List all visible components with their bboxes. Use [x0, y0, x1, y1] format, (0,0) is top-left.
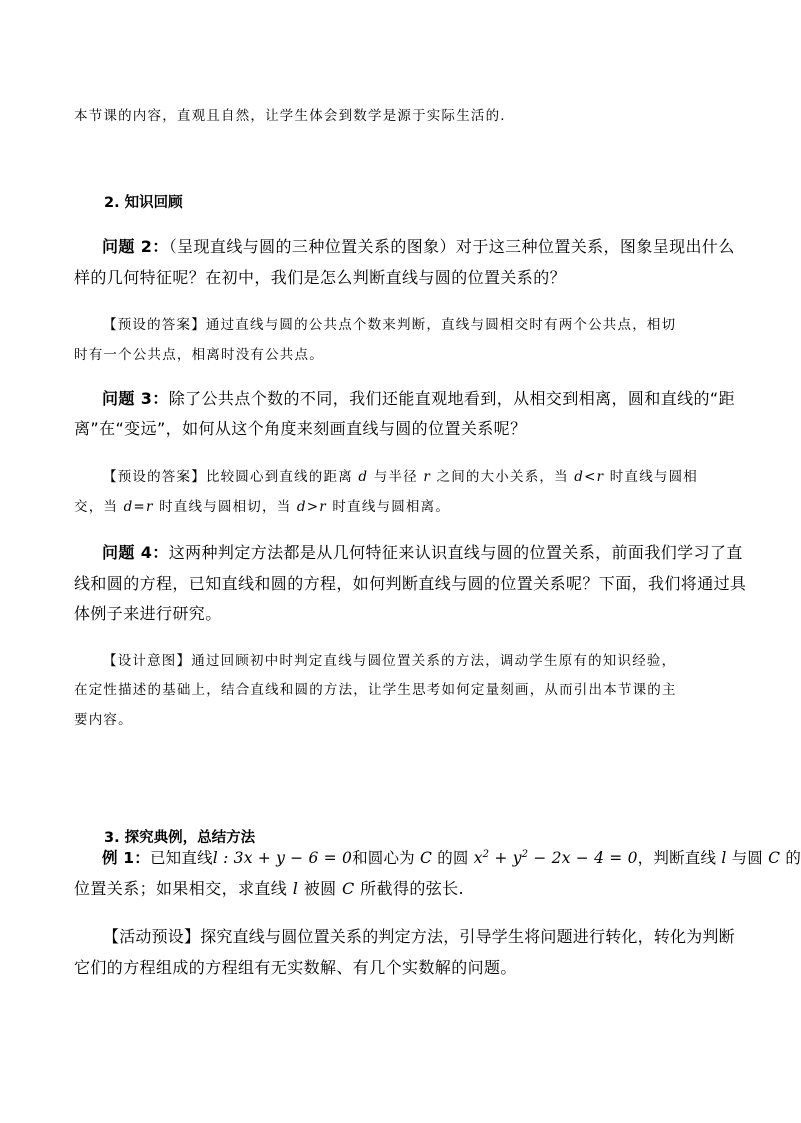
circle-equation: [474, 849, 638, 867]
exponent-y: 2: [521, 849, 529, 860]
example-1-text-f: 的: [780, 849, 801, 867]
question-2-text: （呈现直线与圆的三种位置关系的图象）对于这三种位置关系，图象呈现出什么: [168, 237, 735, 256]
var-l-3: l: [292, 879, 299, 898]
answer-3-text-c: 之间的大小关系，当: [431, 469, 575, 485]
section-3-heading: 3. 探究典例，总结方法: [104, 830, 256, 846]
activity-line1: 【活动预设】探究直线与圆位置关系的判定方法，引导学生将问题进行转化，转化为判断: [103, 927, 735, 946]
question-3-label: 问题 3：: [102, 389, 169, 408]
question-2-line1: [102, 234, 735, 257]
design-intent-line2: 在定性描述的基础上，结合直线和圆的方法，让学生思考如何定量刻画，从而引出本节课的主: [74, 682, 677, 698]
var-r: r: [423, 469, 431, 485]
question-3-line1: [102, 386, 735, 409]
expr-d-equal-r: d=r: [123, 499, 154, 515]
answer-3-line1: [103, 465, 698, 485]
example-1-text-a: 已知直线: [149, 849, 213, 867]
answer-3-text-b: 与半径: [368, 469, 424, 485]
question-2-label: 问题 2：: [102, 237, 169, 256]
example-1-label: 例 1：: [102, 849, 150, 867]
question-2-line2: 样的几何特征呢？在初中，我们是怎么判断直线与圆的位置关系的？: [74, 268, 567, 287]
answer-3-text-a: 【预设的答案】比较圆心到直线的距离: [103, 469, 359, 485]
question-4-line3: 体例子来进行研究。: [74, 604, 222, 623]
answer-3-text-g: 时直线与圆相离。: [326, 499, 451, 515]
exponent-x: 2: [482, 849, 490, 860]
question-4-label: 问题 4：: [102, 543, 169, 562]
example-1-text-b: 和圆心为: [352, 849, 420, 867]
example-1-line1: [102, 846, 801, 868]
answer-3-text-f: 时直线与圆相切，当: [153, 499, 297, 515]
question-4-text: 这两种判定方法都是从几何特征来认识直线与圆的位置关系，前面我们学习了直: [168, 543, 743, 562]
expr-d-greater-r: d>r: [296, 499, 327, 515]
answer-2-line1: 【预设的答案】通过直线与圆的公共点个数来判断，直线与圆相交时有两个公共点，相切: [103, 317, 677, 333]
design-intent-line1: 【设计意图】通过回顾初中时判定直线与圆位置关系的方法，调动学生原有的知识经验，: [103, 653, 677, 669]
var-d: d: [358, 469, 369, 485]
example-1-text-e: 与圆: [726, 849, 769, 867]
answer-2-line2: 时有一个公共点，相离时没有公共点。: [74, 347, 324, 363]
section-2-heading: 2. 知识回顾: [104, 195, 183, 211]
answer-3-text-d: 时直线与圆相: [604, 469, 699, 485]
example-1-text-g: 位置关系；如果相交，求直线: [74, 879, 293, 898]
line-equation: : 3x + y − 6 = 0: [217, 849, 353, 867]
var-l-2: l: [721, 849, 727, 867]
question-3-line2: 离”在“变远”，如何从这个角度来刻画直线与圆的位置关系呢？: [74, 419, 527, 438]
circle-equation-rest: − 2x − 4 = 0: [528, 849, 638, 867]
example-1-text-d: ，判断直线: [637, 849, 722, 867]
example-1-text-h: 被圆: [298, 879, 342, 898]
var-C-3: C: [342, 879, 355, 898]
question-4-line1: [102, 540, 743, 563]
var-x: x: [473, 849, 483, 867]
var-l: l: [212, 849, 218, 867]
paragraph-intro-end: 本节课的内容，直观且自然，让学生体会到数学是源于实际生活的.: [74, 108, 506, 124]
answer-3-line2: [74, 495, 450, 515]
example-1-text-c: 的圆: [432, 849, 474, 867]
question-3-text: 除了公共点个数的不同，我们还能直观地看到，从相交到相离，圆和直线的“距: [168, 389, 736, 408]
example-1-text-i: 所截得的弦长.: [354, 879, 465, 898]
example-1-line2: [74, 876, 464, 899]
activity-line2: 它们的方程组成的方程组有无实数解、有几个实数解的问题。: [74, 958, 517, 977]
var-C: C: [420, 849, 433, 867]
answer-3-text-e: 交，当: [74, 499, 124, 515]
design-intent-line3: 要内容。: [74, 712, 133, 728]
var-C-2: C: [768, 849, 781, 867]
question-4-line2: 线和圆的方程，已知直线和圆的方程，如何判断直线与圆的位置关系呢？下面，我们将通过具: [74, 574, 747, 593]
expr-d-less-r: d<r: [574, 469, 605, 485]
var-y: y: [512, 849, 522, 867]
plus-sign: +: [489, 849, 513, 867]
